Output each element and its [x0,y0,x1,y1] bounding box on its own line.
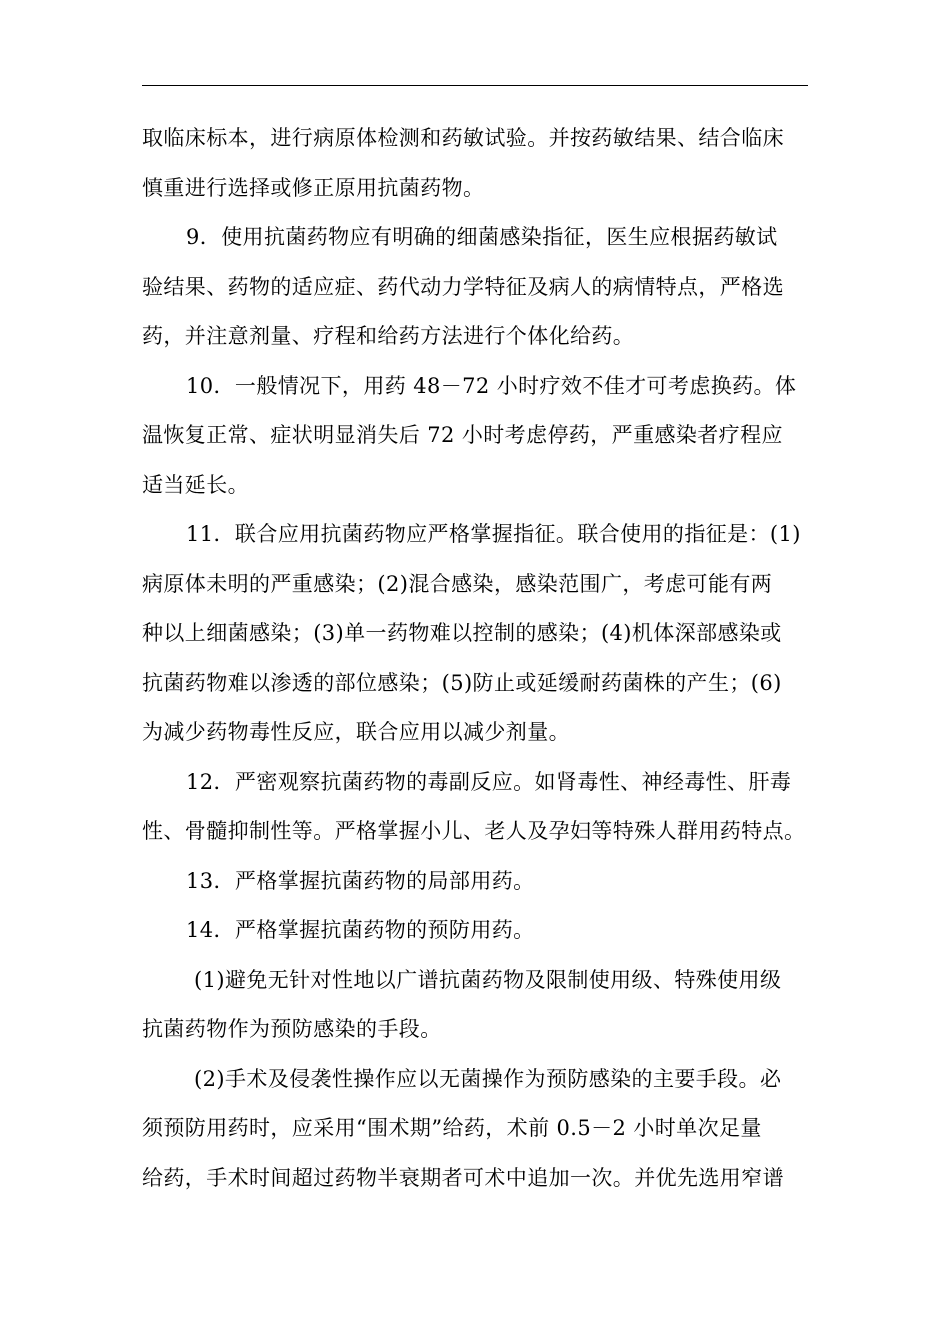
text-line: 病原体未明的严重感染；(2)混合感染，感染范围广，考虑可能有两 [142,571,773,596]
text-line: 须预防用药时，应采用“围术期”给药，术前 0.5－2 小时单次足量 [142,1116,762,1140]
text-line: 验结果、药物的适应症、药代动力学特征及病人的病情特点，严格选 [142,274,784,299]
header-rule [142,85,808,86]
text-line: (1)避免无针对性地以广谱抗菌药物及限制使用级、特殊使用级 [194,967,782,992]
text-line: 种以上细菌感染；(3)单一药物难以控制的感染；(4)机体深部感染或 [142,621,782,645]
text-line: 13．严格掌握抗菌药物的局部用药。 [186,868,535,893]
text-line: 14．严格掌握抗菌药物的预防用药。 [186,918,535,942]
text-line: 抗菌药物难以渗透的部位感染；(5)防止或延缓耐药菌株的产生；(6) [142,670,782,695]
document-body [142,114,812,1203]
text-line: 适当延长。 [142,472,249,497]
text-line: 11．联合应用抗菌药物应严格掌握指征。联合使用的指征是：(1) [186,522,801,546]
text-line: 12．严密观察抗菌药物的毒副反应。如肾毒性、神经毒性、肝毒 [186,769,792,794]
text-line: 性、骨髓抑制性等。严格掌握小儿、老人及孕妇等特殊人群用药特点。 [142,819,806,843]
text-line: 给药，手术时间超过药物半衰期者可术中追加一次。并优先选用窄谱 [142,1165,784,1190]
text-line: 为减少药物毒性反应，联合应用以减少剂量。 [142,720,570,744]
text-line: 9．使用抗菌药物应有明确的细菌感染指征，医生应根据药敏试 [186,225,778,249]
text-line: 抗菌药物作为预防感染的手段。 [142,1017,442,1041]
text-line: 慎重进行选择或修正原用抗菌药物。 [142,175,485,200]
text-line: 10．一般情况下，用药 48－72 小时疗效不佳才可考虑换药。体 [186,373,797,398]
text-line: 药，并注意剂量、疗程和给药方法进行个体化给药。 [142,324,635,348]
text-line: 取临床标本，进行病原体检测和药敏试验。并按药敏结果、结合临床 [142,126,784,150]
text-line: (2)手术及侵袭性操作应以无菌操作为预防感染的主要手段。必 [194,1066,782,1091]
text-line: 温恢复正常、症状明显消失后 72 小时考虑停药，严重感染者疗程应 [142,423,783,447]
